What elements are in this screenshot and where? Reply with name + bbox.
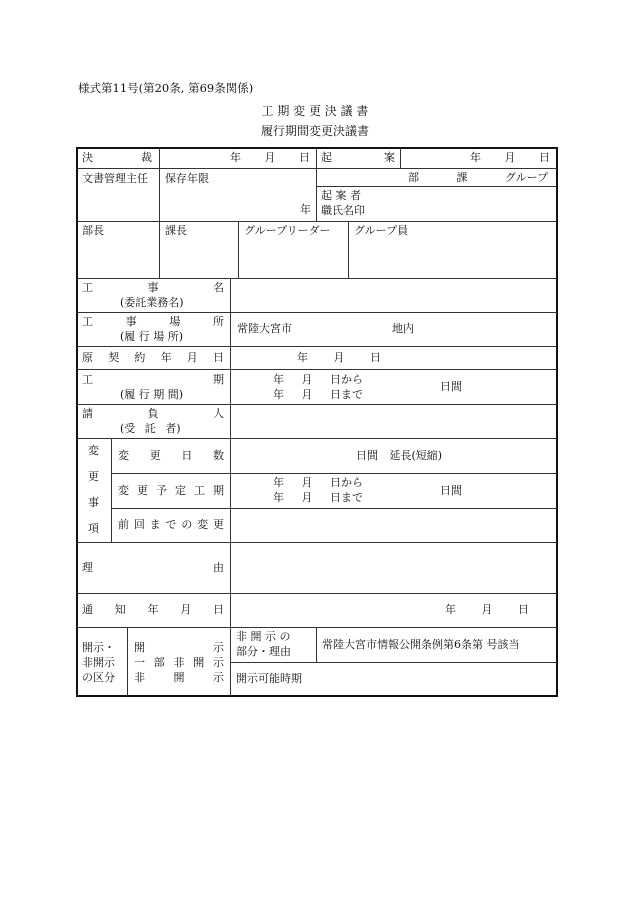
col-divider xyxy=(127,627,128,696)
group-member-label: グループ員 xyxy=(354,224,409,237)
contractor-label: 請 負 人 xyxy=(82,407,224,420)
period-label: 工 期 xyxy=(82,373,224,386)
row-divider xyxy=(77,593,557,594)
location-label: 工 事 場 所 xyxy=(82,315,224,328)
ordinance-text: 常陸大宮市情報公開条例第6条第 号該当 xyxy=(322,638,520,651)
row-divider xyxy=(230,662,557,663)
row-divider xyxy=(77,542,557,543)
original-date-value: 年 月 日 xyxy=(297,351,381,364)
option-partial: 一 部 非 開 示 xyxy=(134,656,224,669)
row-divider xyxy=(111,508,557,509)
col-divider xyxy=(230,278,231,696)
drafter-label: 起 案 者 xyxy=(321,189,361,202)
retention-label: 保存年限 xyxy=(165,172,209,185)
bucho-label: 部長 xyxy=(82,224,104,237)
col-divider xyxy=(316,627,317,662)
changes-char-1: 変 xyxy=(88,444,99,457)
drafter-name-seal-label: 職氏名印 xyxy=(321,204,365,217)
city-name: 常陸大宮市 xyxy=(237,322,292,335)
title-line-2: 履行期間変更決議書 xyxy=(260,124,369,138)
disclosure-category-2: 非開示 xyxy=(82,656,115,669)
row-divider xyxy=(77,168,557,169)
col-divider xyxy=(159,148,160,278)
row-divider xyxy=(77,221,557,222)
row-divider xyxy=(316,186,557,187)
draft-date: 年 月 日 xyxy=(470,151,550,164)
col-divider xyxy=(348,221,349,278)
changes-char-4: 項 xyxy=(88,522,99,535)
change-period-from: 年 月 日から xyxy=(273,476,363,489)
notice-date-value: 年 月 日 xyxy=(445,603,529,616)
location-sub: (履 行 場 所) xyxy=(120,330,184,343)
doc-manager-label: 文書管理主任 xyxy=(82,172,148,185)
row-divider xyxy=(77,278,557,279)
area-label: 地内 xyxy=(392,322,414,335)
col-divider xyxy=(400,148,401,168)
row-divider xyxy=(77,438,557,439)
col-divider xyxy=(111,438,112,542)
contractor-sub: (受 託 者) xyxy=(120,422,181,435)
project-name-sub: (委託業務名) xyxy=(120,296,184,309)
department-label: 部 課 グループ xyxy=(408,171,549,184)
project-name-label: 工 事 名 xyxy=(82,281,224,294)
form-number: 様式第11号(第20条, 第69条関係) xyxy=(78,81,254,95)
change-period-days: 日間 xyxy=(440,484,462,497)
period-sub: (履 行 期 間) xyxy=(120,388,184,401)
row-divider xyxy=(77,346,557,347)
row-divider xyxy=(77,404,557,405)
previous-changes-label: 前 回 ま で の 変 更 xyxy=(118,518,224,531)
change-days-value: 日間 延長(短縮) xyxy=(356,449,443,462)
reason-label: 理 由 xyxy=(82,561,224,574)
kacho-label: 課長 xyxy=(165,224,187,237)
decision-label: 決 裁 xyxy=(82,151,152,164)
disclosure-category-1: 開示・ xyxy=(82,641,115,654)
period-days: 日間 xyxy=(440,380,462,393)
row-divider xyxy=(77,312,557,313)
decision-date: 年 月 日 xyxy=(230,151,310,164)
possible-date-label: 開示可能時期 xyxy=(236,672,302,685)
col-divider xyxy=(316,148,317,221)
row-divider xyxy=(77,369,557,370)
changes-char-3: 事 xyxy=(88,496,99,509)
original-date-label: 原 契 約 年 月 日 xyxy=(82,351,224,364)
draft-label: 起 案 xyxy=(321,151,395,164)
period-from: 年 月 日から xyxy=(273,373,363,386)
option-closed: 非 開 示 xyxy=(134,671,224,684)
option-open: 開 示 xyxy=(134,641,224,654)
change-days-label: 変 更 日 数 xyxy=(118,449,224,462)
disclosure-category-3: の区分 xyxy=(82,671,115,684)
notice-date-label: 通 知 年 月 日 xyxy=(82,603,224,616)
period-to: 年 月 日まで xyxy=(273,388,363,401)
nondisclosure-label-2: 部分・理由 xyxy=(236,645,291,658)
changes-char-2: 更 xyxy=(88,470,99,483)
nondisclosure-label-1: 非 開 示 の xyxy=(236,630,291,643)
row-divider xyxy=(77,627,557,628)
change-period-to: 年 月 日まで xyxy=(273,491,363,504)
change-period-label: 変 更 予 定 工 期 xyxy=(118,484,224,497)
retention-unit: 年 xyxy=(300,203,311,216)
row-divider xyxy=(111,473,557,474)
col-divider xyxy=(238,221,239,278)
group-leader-label: グループリーダー xyxy=(244,224,331,237)
title-line-1: 工 期 変 更 決 議 書 xyxy=(261,104,369,118)
